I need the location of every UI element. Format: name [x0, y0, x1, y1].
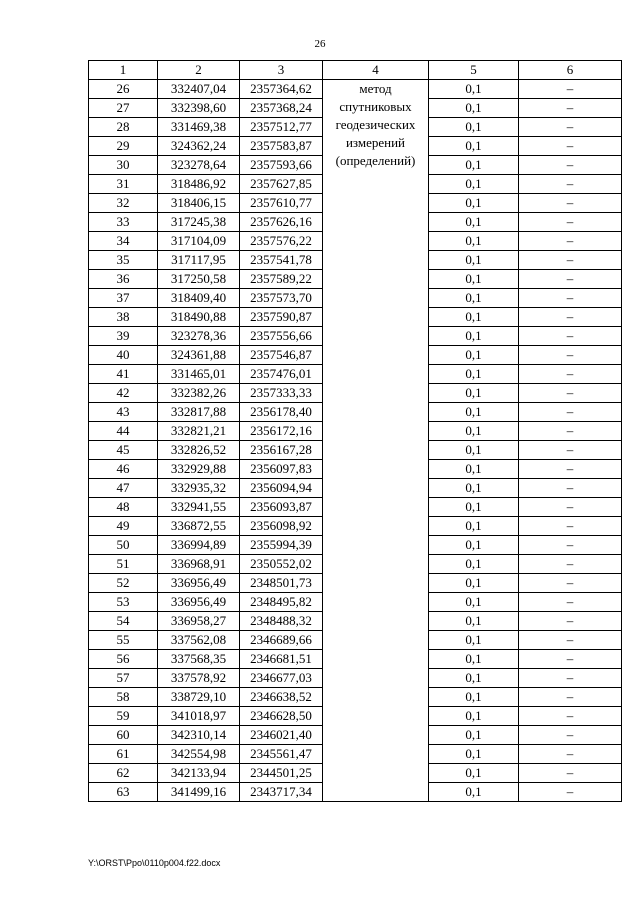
method-line: спутниковых [339, 99, 412, 114]
note-cell: – [519, 783, 622, 802]
accuracy-cell: 0,1 [429, 422, 519, 441]
accuracy-cell: 0,1 [429, 536, 519, 555]
note-cell: – [519, 289, 622, 308]
x-coordinate-cell: 324362,24 [158, 137, 240, 156]
x-coordinate-cell: 338729,10 [158, 688, 240, 707]
y-coordinate-cell: 2345561,47 [240, 745, 323, 764]
x-coordinate-cell: 336994,89 [158, 536, 240, 555]
x-coordinate-cell: 332407,04 [158, 80, 240, 99]
point-number-cell: 59 [89, 707, 158, 726]
point-number-cell: 39 [89, 327, 158, 346]
accuracy-cell: 0,1 [429, 346, 519, 365]
file-path-footer: Y:\ORST\Ppo\0110p004.f22.docx [88, 858, 221, 868]
note-cell: – [519, 194, 622, 213]
y-coordinate-cell: 2356098,92 [240, 517, 323, 536]
accuracy-cell: 0,1 [429, 574, 519, 593]
y-coordinate-cell: 2357610,77 [240, 194, 323, 213]
x-coordinate-cell: 331469,38 [158, 118, 240, 137]
y-coordinate-cell: 2357573,70 [240, 289, 323, 308]
accuracy-cell: 0,1 [429, 764, 519, 783]
table-row [89, 80, 622, 99]
accuracy-cell: 0,1 [429, 194, 519, 213]
accuracy-cell: 0,1 [429, 251, 519, 270]
point-number-cell: 30 [89, 156, 158, 175]
point-number-cell: 58 [89, 688, 158, 707]
note-cell: – [519, 726, 622, 745]
accuracy-cell: 0,1 [429, 156, 519, 175]
note-cell: – [519, 631, 622, 650]
y-coordinate-cell: 2348488,32 [240, 612, 323, 631]
method-line: метод [359, 81, 392, 96]
point-number-cell: 28 [89, 118, 158, 137]
x-coordinate-cell: 342554,98 [158, 745, 240, 764]
point-number-cell: 26 [89, 80, 158, 99]
accuracy-cell: 0,1 [429, 403, 519, 422]
accuracy-cell: 0,1 [429, 289, 519, 308]
point-number-cell: 52 [89, 574, 158, 593]
point-number-cell: 43 [89, 403, 158, 422]
x-coordinate-cell: 332929,88 [158, 460, 240, 479]
x-coordinate-cell: 332941,55 [158, 498, 240, 517]
y-coordinate-cell: 2357626,16 [240, 213, 323, 232]
method-line: измерений [345, 135, 406, 150]
y-coordinate-cell: 2346681,51 [240, 650, 323, 669]
y-coordinate-cell: 2357627,85 [240, 175, 323, 194]
point-number-cell: 35 [89, 251, 158, 270]
y-coordinate-cell: 2356094,94 [240, 479, 323, 498]
accuracy-cell: 0,1 [429, 669, 519, 688]
x-coordinate-cell: 332817,88 [158, 403, 240, 422]
y-coordinate-cell: 2346689,66 [240, 631, 323, 650]
x-coordinate-cell: 318409,40 [158, 289, 240, 308]
y-coordinate-cell: 2357368,24 [240, 99, 323, 118]
point-number-cell: 61 [89, 745, 158, 764]
y-coordinate-cell: 2356167,28 [240, 441, 323, 460]
note-cell: – [519, 213, 622, 232]
point-number-cell: 44 [89, 422, 158, 441]
header-cell: 6 [519, 61, 622, 80]
x-coordinate-cell: 337578,92 [158, 669, 240, 688]
accuracy-cell: 0,1 [429, 270, 519, 289]
y-coordinate-cell: 2357512,77 [240, 118, 323, 137]
header-cell: 4 [323, 61, 429, 80]
x-coordinate-cell: 318406,15 [158, 194, 240, 213]
accuracy-cell: 0,1 [429, 726, 519, 745]
x-coordinate-cell: 323278,64 [158, 156, 240, 175]
point-number-cell: 53 [89, 593, 158, 612]
accuracy-cell: 0,1 [429, 707, 519, 726]
note-cell: – [519, 80, 622, 99]
note-cell: – [519, 403, 622, 422]
y-coordinate-cell: 2357541,78 [240, 251, 323, 270]
note-cell: – [519, 270, 622, 289]
y-coordinate-cell: 2357476,01 [240, 365, 323, 384]
point-number-cell: 33 [89, 213, 158, 232]
note-cell: – [519, 498, 622, 517]
accuracy-cell: 0,1 [429, 80, 519, 99]
point-number-cell: 55 [89, 631, 158, 650]
point-number-cell: 51 [89, 555, 158, 574]
accuracy-cell: 0,1 [429, 175, 519, 194]
header-row [89, 61, 622, 80]
y-coordinate-cell: 2357546,87 [240, 346, 323, 365]
point-number-cell: 62 [89, 764, 158, 783]
note-cell: – [519, 308, 622, 327]
accuracy-cell: 0,1 [429, 631, 519, 650]
note-cell: – [519, 574, 622, 593]
accuracy-cell: 0,1 [429, 365, 519, 384]
point-number-cell: 31 [89, 175, 158, 194]
point-number-cell: 37 [89, 289, 158, 308]
x-coordinate-cell: 341018,97 [158, 707, 240, 726]
x-coordinate-cell: 331465,01 [158, 365, 240, 384]
note-cell: – [519, 764, 622, 783]
header-cell: 1 [89, 61, 158, 80]
point-number-cell: 40 [89, 346, 158, 365]
x-coordinate-cell: 332398,60 [158, 99, 240, 118]
x-coordinate-cell: 332821,21 [158, 422, 240, 441]
x-coordinate-cell: 317245,38 [158, 213, 240, 232]
method-line: (определений) [335, 153, 416, 168]
x-coordinate-cell: 336956,49 [158, 593, 240, 612]
accuracy-cell: 0,1 [429, 650, 519, 669]
accuracy-cell: 0,1 [429, 99, 519, 118]
y-coordinate-cell: 2357590,87 [240, 308, 323, 327]
x-coordinate-cell: 337562,08 [158, 631, 240, 650]
note-cell: – [519, 175, 622, 194]
note-cell: – [519, 251, 622, 270]
y-coordinate-cell: 2357583,87 [240, 137, 323, 156]
y-coordinate-cell: 2356097,83 [240, 460, 323, 479]
point-number-cell: 45 [89, 441, 158, 460]
note-cell: – [519, 118, 622, 137]
point-number-cell: 27 [89, 99, 158, 118]
point-number-cell: 32 [89, 194, 158, 213]
y-coordinate-cell: 2357556,66 [240, 327, 323, 346]
accuracy-cell: 0,1 [429, 213, 519, 232]
point-number-cell: 54 [89, 612, 158, 631]
point-number-cell: 34 [89, 232, 158, 251]
x-coordinate-cell: 323278,36 [158, 327, 240, 346]
y-coordinate-cell: 2356093,87 [240, 498, 323, 517]
y-coordinate-cell: 2355994,39 [240, 536, 323, 555]
accuracy-cell: 0,1 [429, 327, 519, 346]
note-cell: – [519, 365, 622, 384]
x-coordinate-cell: 317117,95 [158, 251, 240, 270]
note-cell: – [519, 745, 622, 764]
point-number-cell: 50 [89, 536, 158, 555]
note-cell: – [519, 232, 622, 251]
note-cell: – [519, 441, 622, 460]
point-number-cell: 60 [89, 726, 158, 745]
accuracy-cell: 0,1 [429, 441, 519, 460]
y-coordinate-cell: 2356178,40 [240, 403, 323, 422]
y-coordinate-cell: 2346628,50 [240, 707, 323, 726]
note-cell: – [519, 422, 622, 441]
point-number-cell: 38 [89, 308, 158, 327]
x-coordinate-cell: 318486,92 [158, 175, 240, 194]
x-coordinate-cell: 341499,16 [158, 783, 240, 802]
method-cell [323, 80, 429, 802]
header-cell: 5 [429, 61, 519, 80]
x-coordinate-cell: 337568,35 [158, 650, 240, 669]
note-cell: – [519, 137, 622, 156]
coordinates-table [88, 60, 622, 802]
accuracy-cell: 0,1 [429, 555, 519, 574]
x-coordinate-cell: 318490,88 [158, 308, 240, 327]
x-coordinate-cell: 336968,91 [158, 555, 240, 574]
accuracy-cell: 0,1 [429, 384, 519, 403]
header-cell: 3 [240, 61, 323, 80]
y-coordinate-cell: 2356172,16 [240, 422, 323, 441]
note-cell: – [519, 479, 622, 498]
accuracy-cell: 0,1 [429, 479, 519, 498]
x-coordinate-cell: 336956,49 [158, 574, 240, 593]
note-cell: – [519, 156, 622, 175]
point-number-cell: 48 [89, 498, 158, 517]
x-coordinate-cell: 317250,58 [158, 270, 240, 289]
y-coordinate-cell: 2357576,22 [240, 232, 323, 251]
note-cell: – [519, 612, 622, 631]
accuracy-cell: 0,1 [429, 498, 519, 517]
note-cell: – [519, 669, 622, 688]
y-coordinate-cell: 2357589,22 [240, 270, 323, 289]
accuracy-cell: 0,1 [429, 745, 519, 764]
point-number-cell: 47 [89, 479, 158, 498]
x-coordinate-cell: 332935,32 [158, 479, 240, 498]
accuracy-cell: 0,1 [429, 118, 519, 137]
y-coordinate-cell: 2343717,34 [240, 783, 323, 802]
y-coordinate-cell: 2344501,25 [240, 764, 323, 783]
note-cell: – [519, 384, 622, 403]
x-coordinate-cell: 336958,27 [158, 612, 240, 631]
x-coordinate-cell: 332382,26 [158, 384, 240, 403]
accuracy-cell: 0,1 [429, 593, 519, 612]
point-number-cell: 29 [89, 137, 158, 156]
accuracy-cell: 0,1 [429, 460, 519, 479]
point-number-cell: 36 [89, 270, 158, 289]
x-coordinate-cell: 342310,14 [158, 726, 240, 745]
note-cell: – [519, 327, 622, 346]
y-coordinate-cell: 2348495,82 [240, 593, 323, 612]
accuracy-cell: 0,1 [429, 783, 519, 802]
header-cell: 2 [158, 61, 240, 80]
accuracy-cell: 0,1 [429, 612, 519, 631]
point-number-cell: 49 [89, 517, 158, 536]
point-number-cell: 63 [89, 783, 158, 802]
accuracy-cell: 0,1 [429, 137, 519, 156]
page-number: 26 [314, 38, 326, 50]
y-coordinate-cell: 2346677,03 [240, 669, 323, 688]
x-coordinate-cell: 336872,55 [158, 517, 240, 536]
note-cell: – [519, 593, 622, 612]
x-coordinate-cell: 324361,88 [158, 346, 240, 365]
x-coordinate-cell: 317104,09 [158, 232, 240, 251]
y-coordinate-cell: 2348501,73 [240, 574, 323, 593]
note-cell: – [519, 517, 622, 536]
note-cell: – [519, 346, 622, 365]
accuracy-cell: 0,1 [429, 688, 519, 707]
y-coordinate-cell: 2357593,66 [240, 156, 323, 175]
note-cell: – [519, 650, 622, 669]
note-cell: – [519, 688, 622, 707]
accuracy-cell: 0,1 [429, 517, 519, 536]
point-number-cell: 57 [89, 669, 158, 688]
y-coordinate-cell: 2350552,02 [240, 555, 323, 574]
note-cell: – [519, 555, 622, 574]
y-coordinate-cell: 2346638,52 [240, 688, 323, 707]
note-cell: – [519, 460, 622, 479]
x-coordinate-cell: 342133,94 [158, 764, 240, 783]
accuracy-cell: 0,1 [429, 308, 519, 327]
y-coordinate-cell: 2357333,33 [240, 384, 323, 403]
accuracy-cell: 0,1 [429, 232, 519, 251]
point-number-cell: 46 [89, 460, 158, 479]
point-number-cell: 42 [89, 384, 158, 403]
point-number-cell: 56 [89, 650, 158, 669]
method-line: геодезических [335, 117, 416, 132]
y-coordinate-cell: 2357364,62 [240, 80, 323, 99]
note-cell: – [519, 99, 622, 118]
note-cell: – [519, 707, 622, 726]
x-coordinate-cell: 332826,52 [158, 441, 240, 460]
note-cell: – [519, 536, 622, 555]
y-coordinate-cell: 2346021,40 [240, 726, 323, 745]
point-number-cell: 41 [89, 365, 158, 384]
